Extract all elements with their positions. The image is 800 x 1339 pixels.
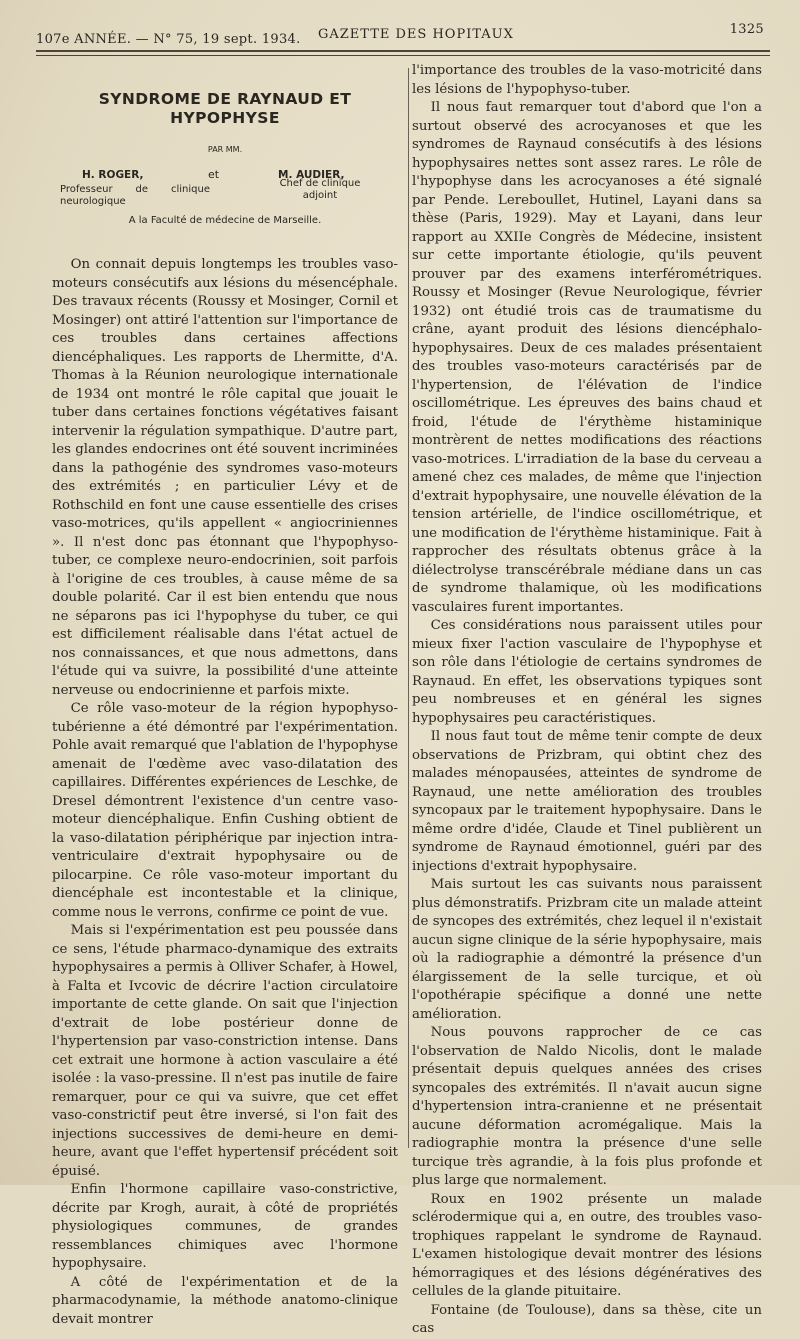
- column-divider: [408, 68, 409, 1148]
- issue-info: 107e ANNÉE. — N° 75, 19 sept. 1934.: [36, 32, 301, 47]
- page-header: [36, 22, 764, 46]
- body-paragraph: Il nous faut remarquer tout d'abord que l'on a surtout observé des acrocyanoses et que les syndromes de Raynaud consécutifs à des lésions hypophysaires nettes sont assez rares. Le rôle de l'hypophyse dans les acrocyanoses a été signalé par Pende. Lereboullet, Hutinel, Layani dans sa thèse (Paris, 1929). May et Layani, dans leur rapport au XXIIe Congrès de Médecine, insistent sur cette importante étiologie, qu'ils peuvent prouver par des examens interférométriques. Roussy et Mosinger (Revue Neurologique, février 1932) ont étudié trois cas de traumatisme du crâne, ayant produit des lésions diencéphalo-hypophysaires. Deux de ces malades présentaient des troubles vaso-moteurs caractérisés par de l'hypertension, de l'élévation de l'indice oscillométrique. Les épreuves des bains chaud et froid, l'étude de l'érythème histaminique montrèrent de nettes modifications des réactions vaso-motrices. L'irradiation de la base du cerveau a amené chez ces malades, de même que l'injection d'extrait hypophysaire, une nouvelle élévation de la tension artérielle, de l'indice oscillométrique, et une modification de l'érythème histaminique. Fait à rapprocher des résultats obtenus grâce à la diélectrolyse transcérébrale médiane dans un cas de syndrome thalamique, où les modifications vasculaires furent importantes.: [412, 100, 762, 615]
- body-paragraph: l'importance des troubles de la vaso-motricité dans les lésions de l'hypophyso-tuber.: [412, 63, 762, 97]
- body-paragraph: On connait depuis longtemps les troubles vaso-moteurs consécutifs aux lésions du mésencéphale. Des travaux récents (Roussy et Mosinger, Cornil et Mosinger) ont attiré l'attention sur l'importance de ces troubles dans certaines affections diencéphaliques. Les rapports de Lhermitte, d'A. Thomas à la Réunion neurologique internationale de 1934 ont montré le rôle capital que jouait le tuber dans certaines fonctions végétatives faisant intervenir la régulation sympathique. D'autre part, les glandes endocrines ont été souvent incriminées dans la pathogénie des syndromes vaso-moteurs des extrémités ; en particulier Lévy et de Rothschild en font une cause essentielle des crises vaso-motrices, qu'ils appellent « angiocriniennes ». Il n'est donc pas étonnant que l'hypophyso-tuber, ce complexe neuro-endocrinien, soit parfois à l'origine de ces troubles, à cause même de sa double polarité. Car il est bien entendu que nous ne séparons pas ici l'hypophyse du tuber, ce qui est difficilement réalisable dans l'état actuel de nos connaissances, et que nous admettons, dans l'étude qui va suivre, la possibilité d'une atteinte nerveuse ou endocrinienne et parfois mixte.: [52, 257, 398, 698]
- body-paragraph: Nous pouvons rapprocher de ce cas l'observation de Naldo Nicolis, dont le malade présentait depuis quelques années des crises syncopales des extrémités. Il n'avait aucun signe d'hypertension intra-cranienne et ne présentait aucune déformation acromégalique. Mais la radiographie montra la présence d'une selle turcique très agrandie, à la fois plus profonde et plus large que normalement.: [412, 1025, 762, 1188]
- right-column: [412, 62, 762, 1339]
- body-paragraph: Mais si l'expérimentation est peu poussée dans ce sens, l'étude pharmaco-dynamique des extraits hypophysaires a permis à Olliver Schafer, à Howel, à Falta et Ivcovic de décrire l'action circulatoire importante de cette glande. On sait que l'injection d'extrait de lobe postérieur donne de l'hypertension par vaso-constriction intense. Dans cet extrait une hormone à action vasculaire a été isolée : la vaso-pressine. Il n'est pas inutile de faire remarquer, pour ce qui va suivre, que cet effet vaso-constrictif peut être inversé, si l'on fait des injections successives de demi-heure en demi-heure, avant que l'effet hypertensif précédent soit épuisé.: [52, 923, 398, 1179]
- body-paragraph: Roux en 1902 présente un malade sclérodermique qui a, en outre, des troubles vaso-trophiques rappelant le syndrome de Raynaud. L'examen histologique devait montrer des lésions hémorragiques et des lésions dégénératives des cellules de la glande pituitaire.: [412, 1191, 762, 1299]
- par-label: PAR MM.: [207, 145, 243, 154]
- author-2-name: M. AUDIER,: [278, 168, 345, 181]
- article-title: SYNDROME DE RAYNAUD ET HYPOPHYSE: [98, 90, 352, 127]
- body-paragraph: Mais surtout les cas suivants nous paraissent plus démonstratifs. Prizbram cite un malade atteint de syncopes des extrémités, chez lequel il n'existait aucun signe clinique de la série hypophysaire, mais où la radiographie a démontré la présence d'un élargissement de la selle turcique, et où l'opothérapie spécifique a donné une nette amélioration.: [412, 877, 762, 1022]
- header-rule-thick: [36, 50, 770, 52]
- header-rule-thin: [36, 55, 770, 56]
- body-paragraph: Enfin l'hormone capillaire vaso-constrictive, décrite par Krogh, aurait, à côté de propriétés physiologiques communes, de grandes ressemblances chimiques avec l'hormone hypophysaire.: [52, 1182, 398, 1271]
- body-paragraph: A côté de l'expérimentation et de la pharmacodynamie, la méthode anatomo-clinique devait montrer: [52, 1274, 398, 1327]
- journal-name: GAZETTE DES HOPITAUX: [318, 27, 514, 42]
- body-paragraph: Ces considérations nous paraissent utiles pour mieux fixer l'action vasculaire de l'hypophyse et son rôle dans l'étiologie de certains syndromes de Raynaud. En effet, les observations typiques sont peu nombreuses et en général les signes hypophysaires peu caractéristiques.: [412, 618, 762, 726]
- author-1-role: Professeur de clinique neurologique: [60, 183, 210, 207]
- author-2-role: Chef de clinique adjoint: [279, 177, 361, 201]
- author-conjunction: et: [208, 167, 220, 181]
- body-paragraph: Ce rôle vaso-moteur de la région hypophyso-tubérienne a été démontré par l'expérimentation. Pohle avait remarqué que l'ablation de l'hypophyse amenait de l'œdème avec vaso-dilatation des capillaires. Différentes expériences de Leschke, de Dresel démontrent l'existence d'un centre vaso-moteur diencéphalique. Enfin Cushing obtient de la vaso-dilatation périphérique par injection intra-ventriculaire d'extrait hypophysaire ou de pilocarpine. Ce rôle vaso-moteur important du diencéphale est incontestable et la clinique, comme nous le verrons, confirme ce point de vue.: [52, 701, 398, 920]
- body-paragraph: Fontaine (de Toulouse), dans sa thèse, cite un cas: [412, 1302, 762, 1336]
- left-column: [52, 62, 398, 1329]
- page-number: 1325: [729, 22, 764, 37]
- body-paragraph: Il nous faut tout de même tenir compte de deux observations de Prizbram, qui obtint chez des malades ménopausées, atteintes de syndrome de Raynaud, une nette amélioration des troubles syncopaux par le traitement hypophysaire. Dans le même ordre d'idée, Claude et Tinel publièrent un syndrome de Raynaud émotionnel, guéri par des injections d'extrait hypophysaire.: [412, 729, 762, 874]
- author-1-name: H. ROGER,: [82, 168, 144, 181]
- author-affiliation: A la Faculté de médecine de Marseille.: [128, 214, 322, 226]
- author-block: [52, 166, 398, 214]
